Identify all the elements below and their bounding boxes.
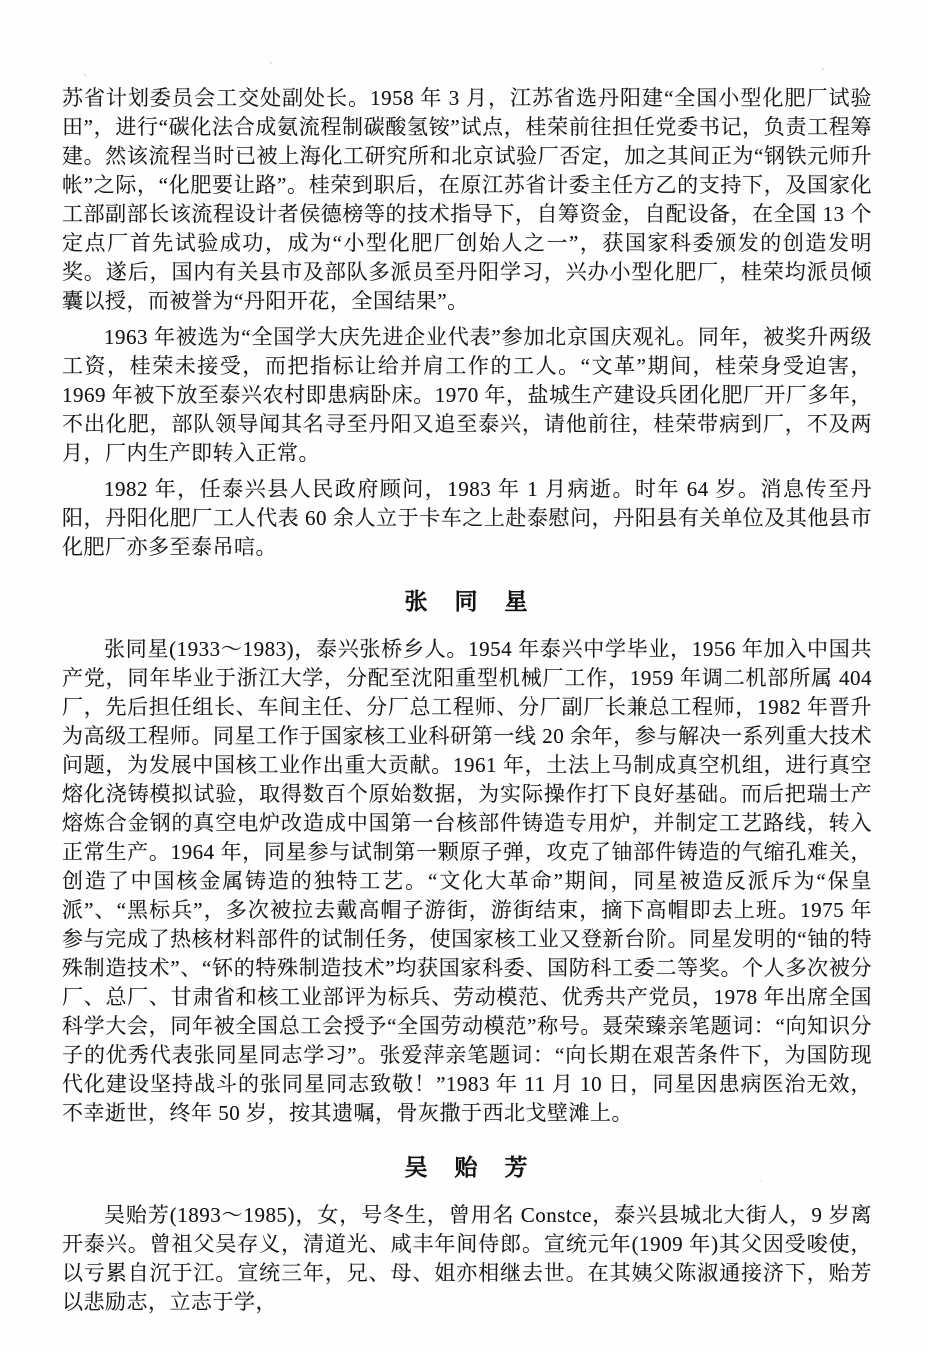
paragraph-guirong-daqing-cultural-revolution: 1963 年被选为“全国学大庆先进企业代表”参加北京国庆观礼。同年，被奖升两级工资，桂荣未接受，而把指标让给并肩工作的工人。“文革”期间，桂荣身受迫害，1969 年被下放至泰兴农村即患病卧床。1970 年，盐城生产建设兵团化肥厂开厂多年，不出化肥，部队领导闻其名寻至丹阳又追至泰兴，请他前往，桂荣带病到厂，不及两月，厂内生产即转入正常。 <box>62 325 872 465</box>
paragraph-guirong-fertilizer-plant: 苏省计划委员会工交处副处长。1958 年 3 月，江苏省选丹阳建“全国小型化肥厂试验田”，进行“碳化法合成氨流程制碳酸氢铵”试点，桂荣前往担任党委书记，负责工程筹建。然该流程当时已被上海化工研究所和北京试验厂否定，加之其间正为“钢铁元师升帐”之际，“化肥要让路”。桂荣到职后，在原江苏省计委主任方乙的支持下，及国家化工部副部长该流程设计者侯德榜等的技术指导下，自筹资金，自配设备，在全国 13 个定点厂首先试验成功，成为“小型化肥厂创始人之一”，获国家科委颁发的创造发明奖。遂后，国内有关县市及部队多派员至丹阳学习，兴办小型化肥厂，桂荣均派员倾囊以授，而被誉为“丹阳开花，全国结果”。 <box>62 86 872 313</box>
scan-speck <box>84 74 86 76</box>
scan-speck <box>760 1180 762 1182</box>
scan-speck <box>270 62 272 64</box>
paragraph-wu-yifang-biography: 吴贻芳(1893～1985)，女，号冬生，曾用名 Constce，泰兴县城北大街人，9 岁离开泰兴。曾祖父吴存义，清道光、咸丰年间侍郎。宣统元年(1909 年)其父因受唆使，以亏累自沉于江。宣统三年，兄、母、姐亦相继去世。在其姨父陈淑通接济下，贻芳以悲励志，立志于学， <box>62 1203 872 1314</box>
section-heading-wu-yifang: 吴 贻 芳 <box>404 1154 530 1180</box>
paragraph-guirong-death: 1982 年，任泰兴县人民政府顾问，1983 年 1 月病逝。时年 64 岁。消息传至丹阳，丹阳化肥厂工人代表 60 余人立于卡车之上赴泰慰问，丹阳县有关单位及其他县市化肥厂亦多至泰吊唁。 <box>62 477 872 559</box>
section-heading-zhang-tongxing: 张 同 星 <box>404 588 530 614</box>
paragraph-zhang-tongxing-biography: 张同星(1933～1983)，泰兴张桥乡人。1954 年泰兴中学毕业，1956 年加入中国共产党，同年毕业于浙江大学，分配至沈阳重型机械厂工作，1959 年调二机部所属 404 厂，先后担任组长、车间主任、分厂总工程师、分厂副厂长兼总工程师，1982 年晋升为高级工程师。同星工作于国家核工业科研第一线 20 余年，参与解决一系列重大技术问题，为发展中国核工业作出重大贡献。1961 年，土法上马制成真空机组，进行真空熔化浇铸模拟试验，取得数百个原始数据，为实际操作打下良好基础。而后把瑞士产熔炼合金钢的真空电炉改造成中国第一台核部件铸造专用炉，并制定工艺路线，转入正常生产。1964 年，同星参与试制第一颗原子弹，攻克了铀部件铸造的气缩孔难关，创造了中国核金属铸造的独特工艺。“文化大革命”期间，同星被造反派斥为“保皇派”、“黑标兵”，多次被拉去戴高帽子游街，游街结束，摘下高帽即去上班。1975 年参与完成了热核材料部件的试制任务，使国家核工业又登新台阶。同星发明的“铀的特殊制造技术”、“钚的特殊制造技术”均获国家科委、国防科工委二等奖。个人多次被分厂、总厂、甘肃省和核工业部评为标兵、劳动模范、优秀共产党员，1978 年出席全国科学大会，同年被全国总工会授予“全国劳动模范”称号。聂荣臻亲笔题词：“向知识分子的优秀代表张同星同志学习”。张爱萍亲笔题词：“向长期在艰苦条件下，为国防现代化建设坚持战斗的张同星同志致敬！”1983 年 11 月 10 日，同星因患病医治无效，不幸逝世，终年 50 岁，按其遗嘱，骨灰撒于西北戈壁滩上。 <box>62 637 872 1125</box>
scan-speck <box>822 68 824 70</box>
